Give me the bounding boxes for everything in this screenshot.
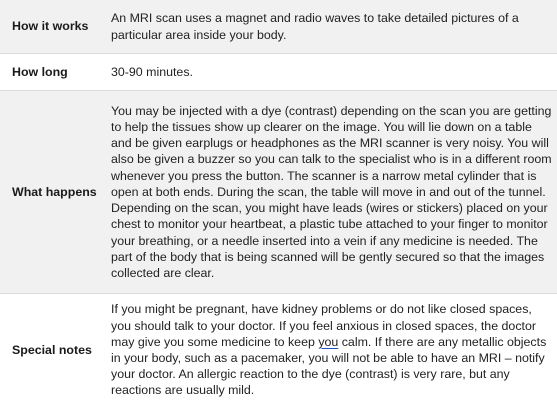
row-value-special-notes (106, 294, 557, 406)
row-label-how-it-works: How it works (0, 0, 106, 54)
row-text-special-notes (111, 301, 553, 398)
table-row-what-happens (0, 91, 557, 294)
table-row-how-long (0, 54, 557, 91)
special-notes-text-after: calm. If there are any metallic objects in your body, such as a pacemaker, you will not be able to have an MRI – notify your doctor. An allergic reaction to the dye (contrast) is very rare, but any reactions are usually mild. (111, 334, 547, 398)
special-notes-link-word[interactable]: you (318, 334, 339, 349)
row-value-how-long (106, 54, 557, 91)
row-text-how-it-works: An MRI scan uses a magnet and radio waves to take detailed pictures of a particular area inside your body. (111, 11, 519, 42)
row-value-how-it-works (106, 0, 557, 54)
special-notes-text-before: If you might be pregnant, have kidney problems or do not like closed spaces, you should talk to your doctor. If you feel anxious in closed spaces, the doctor may give you some medicine to keep (111, 302, 536, 349)
row-label-special-notes: Special notes (0, 294, 106, 406)
row-text-what-happens: You may be injected with a dye (contrast) depending on the scan you are getting to help the tissues show up clearer on the image. You will lie down on a table and be given earplugs or headphones as the MRI scanner is very noisy. You will also be given a buzzer so you can talk to the specialist who is in a different room whenever you press the button. The scanner is a narrow metal cylinder that is open at both ends. During the scan, the table will move in and out of the tunnel. Depending on the scan, you might have leads (wires or stickers) placed on your chest to monitor your heartbeat, a plastic tube attached to your finger to monitor your breathing, or a needle inserted into a vein if any medicine is needed. The part of the body that is being scanned will be gently secured so that the images collected are clear. (111, 103, 552, 280)
row-label-what-happens: What happens (0, 91, 106, 294)
row-label-how-long: How long (0, 54, 106, 91)
row-text-how-long: 30-90 minutes. (111, 64, 193, 79)
table-row-special-notes (0, 294, 557, 406)
table-row-how-it-works (0, 0, 557, 54)
row-value-what-happens (106, 91, 557, 294)
